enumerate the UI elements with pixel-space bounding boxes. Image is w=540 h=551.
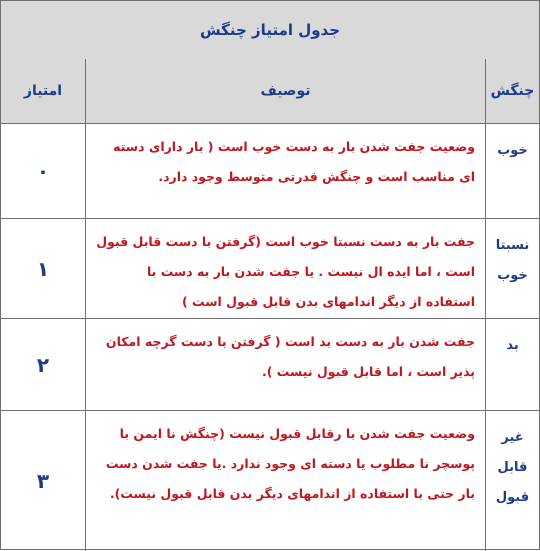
score-cell: ۳ xyxy=(36,469,50,493)
grip-cell: نسبتا خوب xyxy=(485,219,539,318)
description-cell: وضعیت جفت شدن بار به دست خوب است ( بار دارای دسته ای مناسب است و چنگش قدرتی متوسط وجود دارد. xyxy=(85,124,485,218)
header-description-label: توصیف xyxy=(260,83,311,99)
score-cell: ۱ xyxy=(36,256,50,281)
table-title: جدول امتیاز چنگش xyxy=(199,21,341,39)
description-cell: جفت بار به دست نسبتا خوب است (گرفتن با دست قابل قبول است ، اما ایده ال نیست . یا جفت شدن بار به دست با استفاده از دیگر اندامهای بدن قابل قبول است ) xyxy=(85,219,485,318)
table-title-row xyxy=(1,1,539,60)
header-score-label: امتیاز xyxy=(23,83,63,99)
table-row xyxy=(1,319,539,411)
header-score xyxy=(1,59,85,123)
grip-cell: بد xyxy=(485,319,539,410)
score-cell: ۰ xyxy=(36,159,50,183)
grip-cell: خوب xyxy=(485,124,539,218)
grip-cell: غیر قابل قبول xyxy=(485,411,539,551)
score-cell: ۲ xyxy=(36,352,50,377)
table-header-row xyxy=(1,59,539,124)
header-grip xyxy=(485,59,539,123)
header-grip-label: چنگش xyxy=(490,83,535,99)
header-description xyxy=(85,59,485,123)
table-row xyxy=(1,219,539,319)
description-cell: جفت شدن بار به دست بد است ( گرفتن با دست گرچه امکان پذیر است ، اما قابل قبول نیست ). xyxy=(85,319,485,410)
table-row xyxy=(1,124,539,219)
table-row xyxy=(1,411,539,551)
description-cell: وضعیت جفت شدن با رقابل قبول نیست (چنگش نا ایمن با پوسچر نا مطلوب یا دسته ای وجود ندارد .یا جفت شدن دست بار حتی با استفاده از اندامهای دیگر بدن قابل قبول نیست). xyxy=(85,411,485,551)
